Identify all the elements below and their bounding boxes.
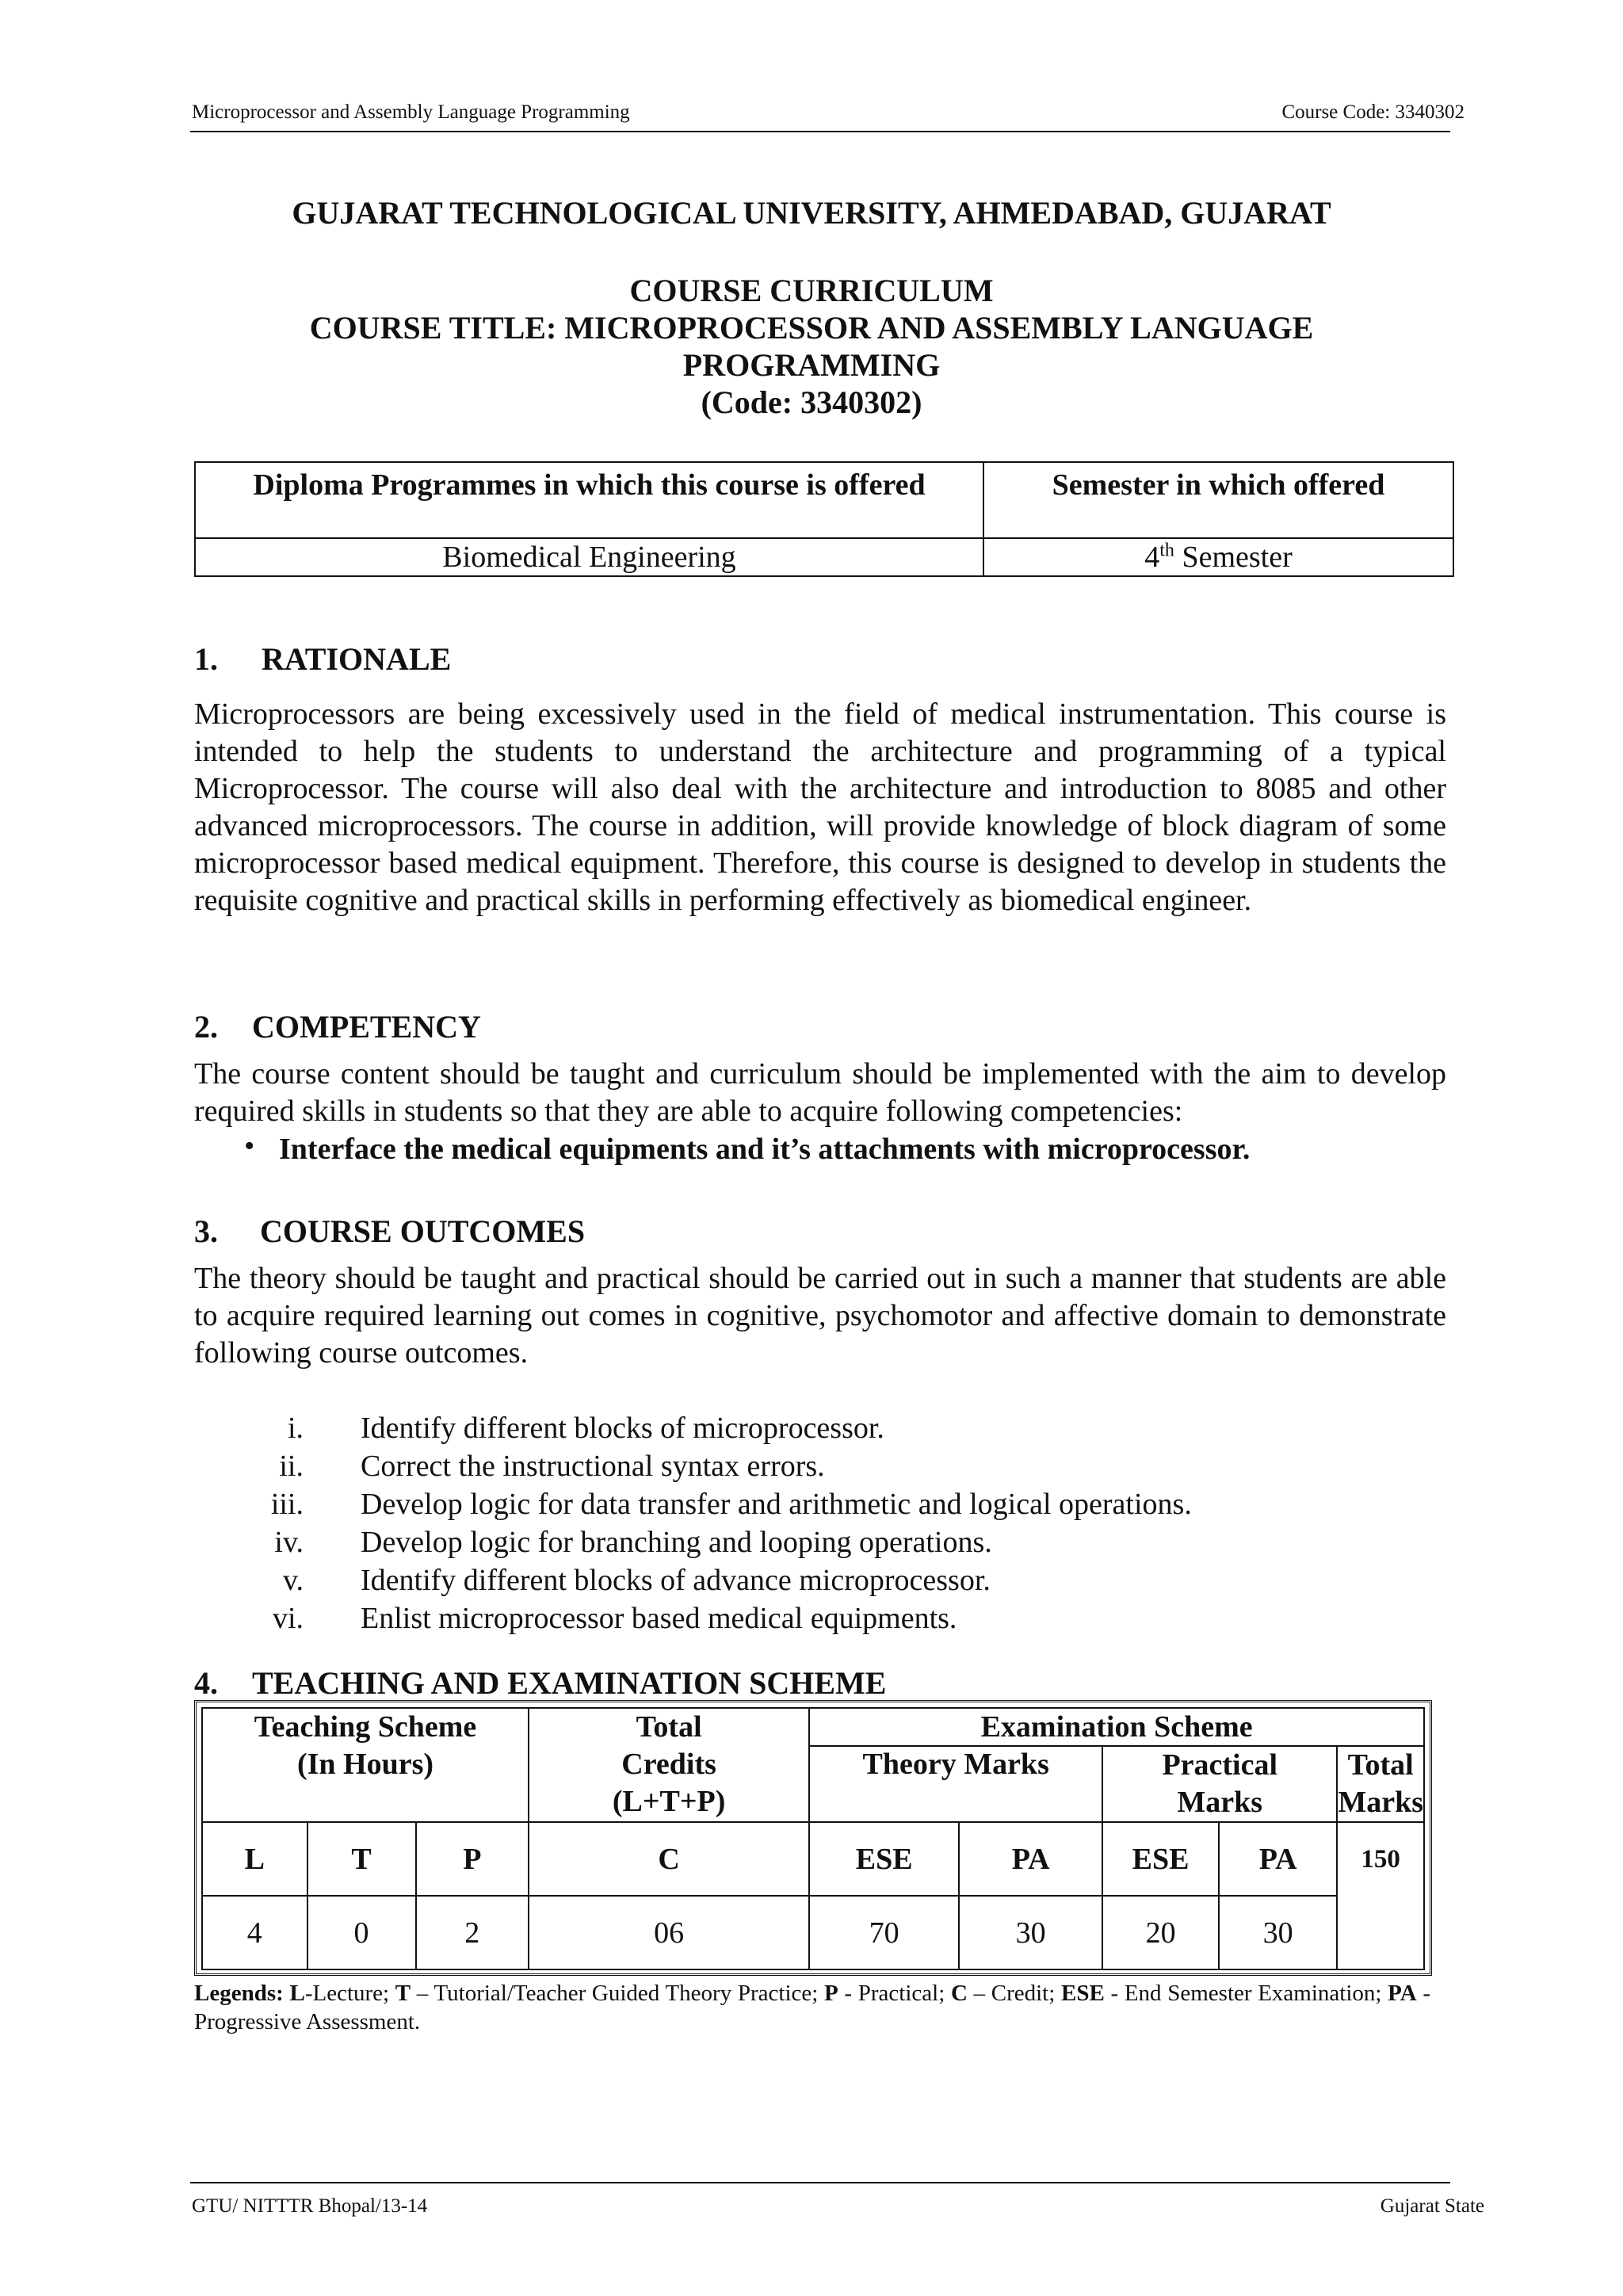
- rationale-heading: RATIONALE: [262, 641, 452, 677]
- col-label-theory-ese: ESE: [809, 1822, 959, 1896]
- value-practical-ese: 20: [1102, 1896, 1219, 1969]
- header-course-name: Microprocessor and Assembly Language Programming: [192, 101, 630, 123]
- value-theory-pa: 30: [959, 1896, 1102, 1969]
- value-practical-pa: 30: [1219, 1896, 1337, 1969]
- header-rule: [190, 131, 1450, 132]
- list-item-number: iii.: [270, 1488, 304, 1521]
- legend-c-key: C: [950, 1981, 968, 2006]
- semester-header: Semester in which offered: [983, 462, 1453, 538]
- legend-l-desc: -Lecture;: [304, 1981, 395, 2006]
- value-c: 06: [529, 1896, 809, 1969]
- scheme-number: 4.: [194, 1665, 218, 1701]
- semester-value: [983, 538, 1453, 576]
- scheme-table-frame: [194, 1700, 1432, 1976]
- list-item-text: Develop logic for data transfer and arithmetic and logical operations.: [361, 1488, 1192, 1521]
- competency-text: The course content should be taught and curriculum should be implemented with the aim to develop required skills in students so that they are able to acquire following competencies:: [194, 1057, 1446, 1128]
- total-marks-value: 150: [1337, 1822, 1424, 1969]
- semester-suffix: th: [1159, 540, 1174, 561]
- col-label-practical-pa: PA: [1219, 1822, 1337, 1896]
- practical-marks-line1: Practical: [1162, 1748, 1278, 1782]
- university-title: GUJARAT TECHNOLOGICAL UNIVERSITY, AHMEDABAD, GUJARAT: [292, 195, 1331, 231]
- course-code-title: (Code: 3340302): [701, 384, 922, 420]
- list-item-text: Develop logic for branching and looping operations.: [361, 1526, 992, 1559]
- semester-word: Semester: [1174, 541, 1293, 574]
- legend-t-key: T: [395, 1981, 411, 2006]
- total-marks-line1: Total: [1347, 1748, 1414, 1782]
- curriculum-title: COURSE CURRICULUM: [629, 273, 994, 308]
- total-credits-line3: (L+T+P): [612, 1785, 726, 1818]
- programme-header: Diploma Programmes in which this course is offered: [195, 462, 983, 538]
- rationale-text: Microprocessors are being excessively used in the field of medical instrumentation. This course is intended to help the students to understand the architecture and programming of a typical Microprocessor. The course will also deal with the architecture and introduction to 8085 and other advanced microprocessors. The course in addition, will provide knowledge of block diagram of some microprocessor based medical equipment. Therefore, this course is designed to develop in students the requisite cognitive and practical skills in performing effectively as biomedical engineer.: [194, 697, 1446, 917]
- programme-name: Biomedical Engineering: [195, 538, 983, 576]
- course-title-line2: PROGRAMMING: [682, 347, 941, 383]
- legend-ese-desc: - End Semester Examination;: [1104, 1981, 1388, 2006]
- competency-number: 2.: [194, 1009, 218, 1045]
- col-label-p: P: [416, 1822, 529, 1896]
- competency-heading: COMPETENCY: [252, 1009, 481, 1045]
- list-item-number: i.: [287, 1412, 304, 1445]
- teaching-scheme-line2: (In Hours): [296, 1748, 434, 1781]
- total-credits-header: [529, 1708, 809, 1822]
- competency-bullet: Interface the medical equipments and it’s attachments with microprocessor.: [279, 1133, 1251, 1166]
- footer-right: Gujarat State: [1380, 2195, 1484, 2217]
- teaching-scheme-line1: Teaching Scheme: [254, 1710, 477, 1744]
- outcomes-number: 3.: [194, 1213, 218, 1249]
- total-marks-header: [1337, 1746, 1424, 1822]
- total-marks-line2: Marks: [1338, 1786, 1423, 1819]
- scheme-table: [201, 1707, 1425, 1970]
- footer-left: GTU/ NITTTR Bhopal/13-14: [192, 2195, 428, 2217]
- col-label-l: L: [202, 1822, 307, 1896]
- examination-scheme-header: Examination Scheme: [809, 1708, 1424, 1746]
- scheme-heading: TEACHING AND EXAMINATION SCHEME: [252, 1665, 887, 1701]
- teaching-scheme-header: [202, 1708, 529, 1822]
- list-item-number: vi.: [272, 1602, 304, 1635]
- semester-number: 4: [1144, 541, 1160, 574]
- legends-paragraph: [194, 1979, 1430, 2036]
- header-course-code: Course Code: 3340302: [1281, 101, 1465, 123]
- legend-p-desc: - Practical;: [838, 1981, 951, 2006]
- value-l: 4: [202, 1896, 307, 1969]
- legend-l-key: L: [289, 1981, 305, 2006]
- list-item-number: ii.: [279, 1450, 304, 1483]
- course-title-line1: COURSE TITLE: MICROPROCESSOR AND ASSEMBLY LANGUAGE: [309, 310, 1314, 346]
- list-item-number: v.: [282, 1564, 304, 1597]
- col-label-theory-pa: PA: [959, 1822, 1102, 1896]
- legend-t-desc: – Tutorial/Teacher Guided Theory Practice;: [411, 1981, 825, 2006]
- legend-pa-desc: - Progressive Assessment.: [194, 1981, 1430, 2034]
- legend-ese-key: ESE: [1060, 1981, 1105, 2006]
- list-item-number: iv.: [274, 1526, 304, 1559]
- outcomes-text: The theory should be taught and practical should be carried out in such a manner that students are able to acquire required learning out comes in cognitive, psychomotor and affective domain to demonstrate following course outcomes.: [194, 1262, 1446, 1370]
- list-item-text: Identify different blocks of advance microprocessor.: [361, 1564, 991, 1597]
- value-p: 2: [416, 1896, 529, 1969]
- col-label-t: T: [307, 1822, 416, 1896]
- legend-pa-key: PA: [1388, 1981, 1417, 2006]
- legend-c-desc: – Credit;: [967, 1981, 1061, 2006]
- col-label-c: C: [529, 1822, 809, 1896]
- legend-p-key: P: [824, 1981, 838, 2006]
- total-credits-line2: Credits: [621, 1748, 716, 1781]
- outcomes-heading: COURSE OUTCOMES: [260, 1213, 586, 1249]
- value-theory-ese: 70: [809, 1896, 959, 1969]
- bullet-icon: •: [244, 1129, 255, 1163]
- practical-marks-line2: Marks: [1177, 1786, 1263, 1819]
- col-label-practical-ese: ESE: [1102, 1822, 1219, 1896]
- practical-marks-header: [1102, 1746, 1337, 1822]
- programme-table: [194, 461, 1454, 577]
- list-item-text: Enlist microprocessor based medical equipments.: [361, 1602, 957, 1635]
- value-t: 0: [307, 1896, 416, 1969]
- theory-marks-header: Theory Marks: [809, 1746, 1102, 1822]
- list-item-text: Identify different blocks of microprocessor.: [361, 1412, 884, 1445]
- footer-rule: [190, 2182, 1450, 2183]
- rationale-number: 1.: [194, 641, 218, 677]
- legends-label: Legends:: [194, 1981, 284, 2006]
- total-credits-line1: Total: [636, 1710, 702, 1744]
- list-item-text: Correct the instructional syntax errors.: [361, 1450, 825, 1483]
